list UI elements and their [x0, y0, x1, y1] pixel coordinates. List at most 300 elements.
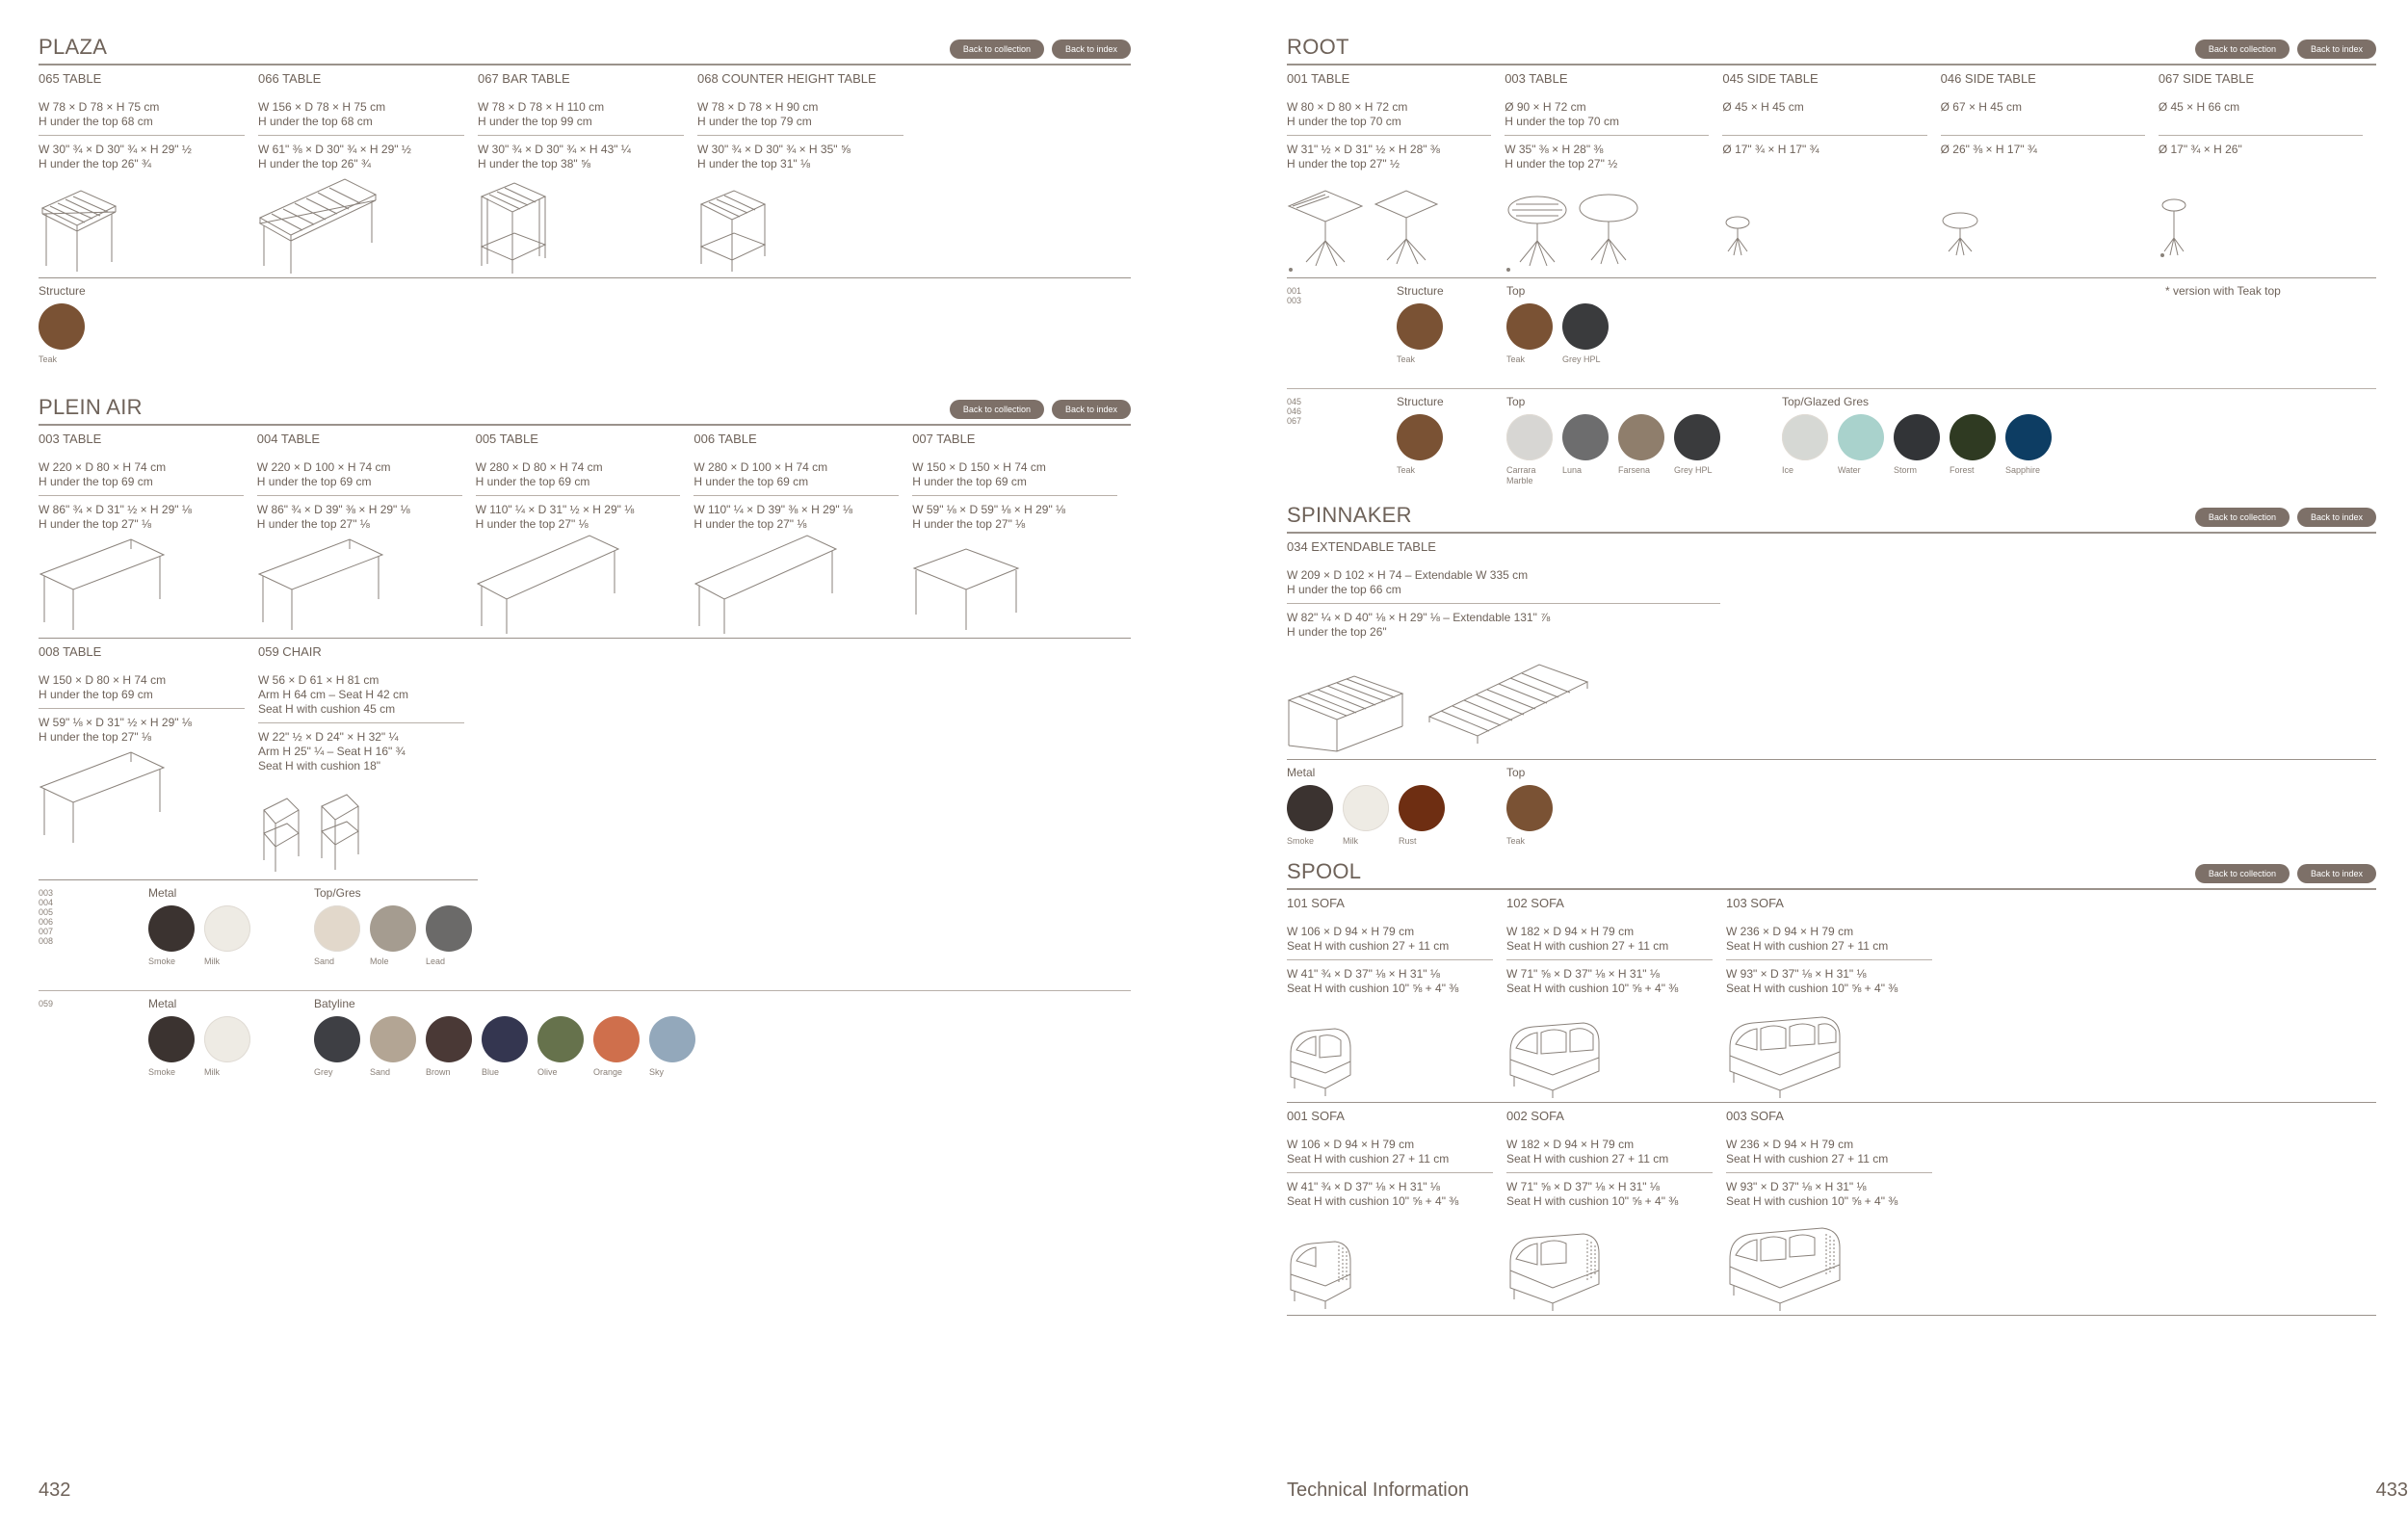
plein-air-materials-b [39, 991, 1131, 1097]
swatch-color-dot [1343, 785, 1389, 831]
metal-label: Metal [148, 886, 177, 900]
dimension-line: Seat H with cushion 27 + 11 cm [1726, 1152, 1889, 1165]
dimension-line: H under the top 99 cm [478, 115, 592, 128]
dimension-line: H under the top 68 cm [258, 115, 373, 128]
spool-products-row2 [1287, 1103, 2376, 1316]
dimension-line: Seat H with cushion 10" ⅝ + 4" ⅜ [1726, 982, 1898, 995]
metric-dimensions [1726, 913, 1932, 960]
product-002-sofa [1506, 1103, 1713, 1315]
product-code: 067 [1287, 416, 1302, 426]
swatch-row [1506, 414, 1722, 486]
dimension-line: Ø 26" ⅜ × H 17" ¾ [1940, 143, 2037, 156]
imperial-dimensions [1726, 960, 1932, 996]
product-illustration [39, 745, 245, 851]
swatch-color-dot [370, 1016, 416, 1062]
product-004-table [257, 426, 462, 638]
metric-dimensions [258, 662, 464, 723]
swatch-label: Milk [204, 956, 220, 966]
product-005-table [476, 426, 681, 638]
product-001-table [1287, 65, 1491, 277]
swatch-color-dot [314, 905, 360, 952]
imperial-dimensions [912, 496, 1117, 532]
page-number-left: 432 [39, 1480, 71, 1501]
back-to-collection-button[interactable]: Back to collection [2195, 864, 2290, 883]
imperial-dimensions [1287, 1173, 1493, 1209]
product-code: 045 [1287, 397, 1302, 406]
color-swatch [314, 1016, 362, 1078]
section-title: PLAZA [39, 35, 108, 59]
section-title: SPOOL [1287, 859, 1362, 883]
dimension-line: H under the top 70 cm [1287, 115, 1401, 128]
dimension-line: W 41" ¾ × D 37" ⅛ × H 31" ⅛ [1287, 1180, 1440, 1193]
swatch-color-dot [1894, 414, 1940, 460]
dimension-line: H under the top 69 cm [912, 475, 1027, 488]
swatch-label: Sapphire [2005, 465, 2041, 475]
color-swatch [1838, 414, 1886, 476]
dimension-line: W 280 × D 100 × H 74 cm [694, 460, 828, 474]
swatch-color-dot [1674, 414, 1720, 460]
metric-dimensions [258, 89, 464, 136]
metric-dimensions [39, 662, 245, 709]
swatch-label: Milk [1343, 836, 1358, 846]
metric-dimensions [476, 449, 681, 496]
product-illustration [39, 532, 244, 638]
swatch-row [148, 905, 252, 967]
product-name: 002 SOFA [1506, 1109, 1564, 1123]
swatch-label: Lead [426, 956, 446, 966]
imperial-dimensions [694, 496, 899, 532]
top-label: Top [1506, 395, 1526, 408]
swatch-label: Smoke [148, 956, 176, 966]
dimension-line: H under the top 27" ⅛ [912, 517, 1026, 531]
product-illustration [39, 171, 245, 277]
dimension-line: Seat H with cushion 45 cm [258, 702, 396, 716]
color-swatch [1894, 414, 1942, 476]
product-illustration [2159, 157, 2363, 263]
top-label: Top [1506, 284, 1526, 298]
dimension-line: H under the top 68 cm [39, 115, 153, 128]
metric-dimensions [2159, 89, 2363, 136]
dimension-line: Seat H with cushion 10" ⅝ + 4" ⅜ [1506, 982, 1679, 995]
dimension-line: W 59" ⅛ × D 31" ½ × H 29" ⅛ [39, 716, 192, 729]
product-codes [1287, 397, 1301, 426]
product-name: 103 SOFA [1726, 896, 1784, 910]
color-swatch [1399, 785, 1447, 847]
swatch-color-dot [2005, 414, 2052, 460]
swatch-color-dot [537, 1016, 584, 1062]
color-swatch [1397, 303, 1445, 365]
metric-dimensions [1722, 89, 1926, 136]
product-illustration [1726, 1209, 1932, 1315]
dimension-line: W 71" ⅝ × D 37" ⅛ × H 31" ⅛ [1506, 1180, 1660, 1193]
swatch-label: Mole [370, 956, 389, 966]
footnote: * version with Teak top [2165, 284, 2281, 298]
plein-air-header [39, 395, 1131, 426]
metric-dimensions [1287, 1126, 1493, 1173]
product-code: 003 [39, 888, 54, 898]
back-to-collection-button[interactable]: Back to collection [950, 39, 1044, 59]
back-to-index-button[interactable]: Back to index [1052, 400, 1131, 419]
left-page [39, 0, 1214, 1519]
swatch-row [39, 303, 87, 365]
product-name: 006 TABLE [694, 432, 757, 446]
dimension-line: Ø 67 × H 45 cm [1940, 100, 2022, 114]
product-003-table [1505, 65, 1709, 277]
dimension-line: H under the top 27" ⅛ [39, 730, 152, 744]
dimension-line: W 93" × D 37" ⅛ × H 31" ⅛ [1726, 967, 1867, 981]
dimension-line: W 182 × D 94 × H 79 cm [1506, 925, 1635, 938]
dimension-line: H under the top 70 cm [1505, 115, 1619, 128]
color-swatch [1506, 303, 1555, 365]
swatch-label: Grey HPL [1562, 354, 1601, 364]
imperial-dimensions [1287, 136, 1491, 171]
color-swatch [148, 905, 196, 967]
swatch-color-dot [1506, 414, 1553, 460]
imperial-dimensions [1726, 1173, 1932, 1209]
section-title: PLEIN AIR [39, 395, 143, 419]
page-number-right: 433 [2375, 1480, 2408, 1501]
swatch-color-dot [204, 905, 250, 952]
swatch-row [1506, 303, 1610, 365]
dimension-line: W 78 × D 78 × H 90 cm [697, 100, 819, 114]
imperial-dimensions [258, 723, 464, 773]
dimension-line: W 236 × D 94 × H 79 cm [1726, 1138, 1854, 1151]
product-name: 067 SIDE TABLE [2158, 71, 2255, 86]
dimension-line: Ø 90 × H 72 cm [1505, 100, 1586, 114]
metric-dimensions [39, 89, 245, 136]
dimension-line: W 78 × D 78 × H 110 cm [478, 100, 605, 114]
color-swatch [1674, 414, 1722, 486]
swatch-color-dot [1506, 303, 1553, 350]
product-illustration [1287, 1209, 1493, 1315]
product-067-side-table [2159, 65, 2363, 277]
product-name: 001 TABLE [1287, 71, 1350, 86]
color-swatch [426, 905, 474, 967]
product-code: 004 [39, 898, 54, 907]
swatch-color-dot [426, 905, 472, 952]
product-name: 001 SOFA [1287, 1109, 1345, 1123]
swatch-label: Storm [1894, 465, 1918, 475]
color-swatch [482, 1016, 530, 1078]
metric-dimensions [697, 89, 903, 136]
top-gres-label: Top/Gres [314, 886, 361, 900]
dimension-line: H under the top 31" ⅛ [697, 157, 811, 170]
swatch-color-dot [148, 1016, 195, 1062]
swatch-color-dot [426, 1016, 472, 1062]
product-name: 065 TABLE [39, 71, 102, 86]
swatch-color-dot [39, 303, 85, 350]
product-name: 045 SIDE TABLE [1722, 71, 1819, 86]
dimension-line: H under the top 79 cm [697, 115, 812, 128]
swatch-color-dot [1838, 414, 1884, 460]
imperial-dimensions [1505, 136, 1709, 171]
section-title: ROOT [1287, 35, 1349, 59]
dimension-line: W 156 × D 78 × H 75 cm [258, 100, 386, 114]
dimension-line: Seat H with cushion 27 + 11 cm [1506, 1152, 1669, 1165]
swatch-label: Olive [537, 1067, 558, 1077]
dimension-line: W 150 × D 80 × H 74 cm [39, 673, 167, 687]
root-materials-a [1287, 278, 2376, 389]
metal-label: Metal [148, 997, 177, 1010]
swatch-label: Luna [1562, 465, 1583, 475]
material-label: Structure [39, 284, 86, 298]
dimension-line: Ø 17" ¾ × H 26" [2158, 143, 2242, 156]
product-name: 046 SIDE TABLE [1940, 71, 2036, 86]
product-code: 005 [39, 907, 54, 917]
swatch-row [1397, 414, 1445, 476]
product-illustration [1506, 1209, 1713, 1315]
dimension-line: W 61" ⅜ × D 30" ¾ × H 29" ½ [258, 143, 411, 156]
metric-dimensions [1506, 913, 1713, 960]
top-label: Top [1506, 766, 1526, 779]
glazed-gres-label: Top/Glazed Gres [1782, 395, 1870, 408]
extendable-table-illustration [1287, 657, 1595, 753]
swatch-color-dot [370, 905, 416, 952]
product-illustration [476, 532, 681, 638]
color-swatch [649, 1016, 697, 1078]
swatch-row [148, 1016, 252, 1078]
color-swatch [1343, 785, 1391, 847]
metric-dimensions [1941, 89, 2145, 136]
dimension-line: W 280 × D 80 × H 74 cm [475, 460, 603, 474]
dimension-line: H under the top 27" ⅛ [256, 517, 370, 531]
product-illustration [1506, 996, 1713, 1102]
product-name: 004 TABLE [256, 432, 321, 446]
swatch-row [1782, 414, 2054, 476]
color-swatch [204, 905, 252, 967]
metal-label: Metal [1287, 766, 1316, 779]
product-name: 059 CHAIR [258, 644, 322, 659]
dimension-line: Ø 45 × H 45 cm [1722, 100, 1804, 114]
back-to-index-button[interactable]: Back to index [1052, 39, 1131, 59]
swatch-label: Smoke [1287, 836, 1315, 846]
back-to-collection-button[interactable]: Back to collection [2195, 508, 2290, 527]
dimension-line: Seat H with cushion 10" ⅝ + 4" ⅜ [1287, 982, 1459, 995]
product-illustration [478, 171, 684, 277]
spinnaker-materials [1287, 760, 2376, 856]
dimension-line: Seat H with cushion 10" ⅝ + 4" ⅜ [1726, 1194, 1898, 1208]
color-swatch [1782, 414, 1830, 476]
swatch-label: Teak [1397, 465, 1416, 475]
imperial-dimensions [1941, 136, 2145, 157]
imperial-dimensions [39, 496, 244, 532]
metric-dimensions [1287, 89, 1491, 136]
dimension-line: W 56 × D 61 × H 81 cm [258, 673, 380, 687]
dimension-line: Seat H with cushion 10" ⅝ + 4" ⅜ [1287, 1194, 1459, 1208]
plein-air-products-row2 [39, 639, 478, 880]
imperial-dimensions [1722, 136, 1926, 157]
dimension-line: W 106 × D 94 × H 79 cm [1287, 925, 1415, 938]
product-illustration [1726, 996, 1932, 1102]
back-to-collection-button[interactable]: Back to collection [950, 400, 1044, 419]
swatch-label: Sand [370, 1067, 391, 1077]
dimension-line: H under the top 69 cm [256, 475, 372, 488]
dimension-line: W 31" ½ × D 31" ½ × H 28" ⅜ [1287, 143, 1440, 156]
product-code: 046 [1287, 406, 1302, 416]
swatch-label: Teak [1397, 354, 1416, 364]
product-illustration [258, 773, 464, 879]
product-name: 003 TABLE [1505, 71, 1568, 86]
product-046-side-table [1941, 65, 2145, 277]
color-swatch [1506, 785, 1555, 847]
product-068-counter-table [697, 65, 903, 277]
product-illustration [697, 171, 903, 277]
swatch-label: Forest [1950, 465, 1975, 475]
color-swatch [1618, 414, 1666, 486]
dimension-line: Seat H with cushion 27 + 11 cm [1287, 1152, 1450, 1165]
imperial-dimensions: W 82" ¼ × D 40" ⅛ × H 29" ⅛ – Extendable 131" ⅞ H under the top 26" [1287, 611, 1551, 639]
dimension-line: W 182 × D 94 × H 79 cm [1506, 1138, 1635, 1151]
imperial-dimensions [697, 136, 903, 171]
spool-header [1287, 859, 2376, 890]
spinnaker-header [1287, 503, 2376, 534]
dimension-line: W 236 × D 94 × H 79 cm [1726, 925, 1854, 938]
imperial-dimensions [1287, 960, 1493, 996]
swatch-label: Carrara Marble [1506, 465, 1536, 485]
swatch-color-dot [1782, 414, 1828, 460]
product-code: 003 [1287, 296, 1302, 305]
color-swatch [2005, 414, 2054, 476]
root-section [1287, 35, 2376, 505]
color-swatch [1506, 414, 1555, 486]
dimension-line: H under the top 27" ⅛ [694, 517, 807, 531]
swatch-label: Sky [649, 1067, 665, 1077]
metric-dimensions [39, 449, 244, 496]
product-103-sofa [1726, 890, 1932, 1102]
dimension-line: Seat H with cushion 27 + 11 cm [1506, 939, 1669, 953]
back-to-collection-button[interactable]: Back to collection [2195, 39, 2290, 59]
swatch-color-dot [1287, 785, 1333, 831]
product-code: 008 [39, 936, 54, 946]
dimension-line: W 41" ¾ × D 37" ⅛ × H 31" ⅛ [1287, 967, 1440, 981]
product-name: 068 COUNTER HEIGHT TABLE [697, 71, 877, 86]
swatch-color-dot [1399, 785, 1445, 831]
product-007-table [912, 426, 1117, 638]
footer-title: Technical Information [1287, 1480, 1469, 1501]
dimension-line: W 71" ⅝ × D 37" ⅛ × H 31" ⅛ [1506, 967, 1660, 981]
product-codes [39, 888, 53, 946]
structure-label: Structure [1397, 284, 1444, 298]
spinnaker-product [1287, 539, 2376, 760]
swatch-label: Smoke [148, 1067, 176, 1077]
root-header [1287, 35, 2376, 65]
swatch-row [1287, 785, 1447, 847]
product-code: 007 [39, 927, 54, 936]
product-illustration [1505, 171, 1709, 277]
product-003-sofa [1726, 1103, 1932, 1315]
swatch-label: Ice [1782, 465, 1794, 475]
swatch-color-dot [204, 1016, 250, 1062]
product-code: 006 [39, 917, 54, 927]
dimension-line: W 59" ⅛ × D 59" ⅛ × H 29" ⅛ [912, 503, 1066, 516]
product-illustration [694, 532, 899, 638]
plaza-header [39, 35, 1131, 65]
dimension-line: H under the top 27" ⅛ [39, 517, 152, 531]
root-products [1287, 65, 2376, 278]
swatch-row [1397, 303, 1445, 365]
color-swatch [1950, 414, 1998, 476]
color-swatch [148, 1016, 196, 1078]
swatch-label: Teak [1506, 354, 1526, 364]
product-name: 034 EXTENDABLE TABLE [1287, 539, 1436, 554]
dimension-line: H under the top 27" ½ [1287, 157, 1400, 170]
swatch-color-dot [1950, 414, 1996, 460]
color-swatch [370, 905, 418, 967]
color-swatch [426, 1016, 474, 1078]
swatch-color-dot [482, 1016, 528, 1062]
metric-dimensions [694, 449, 899, 496]
swatch-color-dot [1506, 785, 1553, 831]
color-swatch [370, 1016, 418, 1078]
product-name: 005 TABLE [475, 432, 538, 446]
product-066-table [258, 65, 464, 277]
color-swatch [593, 1016, 641, 1078]
swatch-label: Grey [314, 1067, 333, 1077]
color-swatch [39, 303, 87, 365]
batyline-label: Batyline [314, 997, 355, 1010]
product-006-table [694, 426, 899, 638]
product-name: 003 TABLE [39, 432, 102, 446]
root-materials-b [1287, 389, 2376, 505]
metric-dimensions [1506, 1126, 1713, 1173]
swatch-row [314, 905, 474, 967]
product-illustration [257, 532, 462, 638]
back-to-index-button[interactable]: Back to index [2297, 508, 2376, 527]
product-name: 007 TABLE [912, 432, 976, 446]
dimension-line: H under the top 69 cm [694, 475, 809, 488]
imperial-dimensions [258, 136, 464, 171]
imperial-dimensions [39, 136, 245, 171]
color-swatch [1562, 303, 1610, 365]
plaza-products [39, 65, 1131, 278]
dimension-line: H under the top 26" ¾ [39, 157, 152, 170]
product-codes [39, 999, 53, 1008]
swatch-color-dot [1562, 303, 1609, 350]
swatch-label: Orange [593, 1067, 623, 1077]
swatch-color-dot [649, 1016, 695, 1062]
swatch-label: Teak [39, 354, 58, 364]
imperial-dimensions [2159, 136, 2363, 157]
back-to-index-button[interactable]: Back to index [2297, 864, 2376, 883]
right-page [1287, 0, 2408, 1519]
product-name: 066 TABLE [258, 71, 322, 86]
product-illustration [1941, 157, 2145, 263]
dimension-line: Ø 17" ¾ × H 17" ¾ [1722, 143, 1819, 156]
dimension-line: W 150 × D 150 × H 74 cm [912, 460, 1046, 474]
product-067-bar-table [478, 65, 684, 277]
metric-dimensions [1287, 913, 1493, 960]
swatch-label: Farsena [1618, 465, 1651, 475]
product-name: 003 SOFA [1726, 1109, 1784, 1123]
product-001-sofa [1287, 1103, 1493, 1315]
dimension-line: Seat H with cushion 10" ⅝ + 4" ⅜ [1506, 1194, 1679, 1208]
swatch-row [314, 1016, 697, 1078]
swatch-color-dot [148, 905, 195, 952]
product-illustration [1287, 171, 1491, 277]
product-008-table [39, 639, 245, 879]
metric-dimensions [912, 449, 1117, 496]
color-swatch [1287, 785, 1335, 847]
dimension-line: Seat H with cushion 18" [258, 759, 380, 773]
product-101-sofa [1287, 890, 1493, 1102]
imperial-dimensions [476, 496, 681, 532]
back-to-index-button[interactable]: Back to index [2297, 39, 2376, 59]
metric-dimensions [257, 449, 462, 496]
section-title: SPINNAKER [1287, 503, 1412, 527]
product-003-table [39, 426, 244, 638]
color-swatch [537, 1016, 586, 1078]
product-illustration [912, 532, 1117, 638]
